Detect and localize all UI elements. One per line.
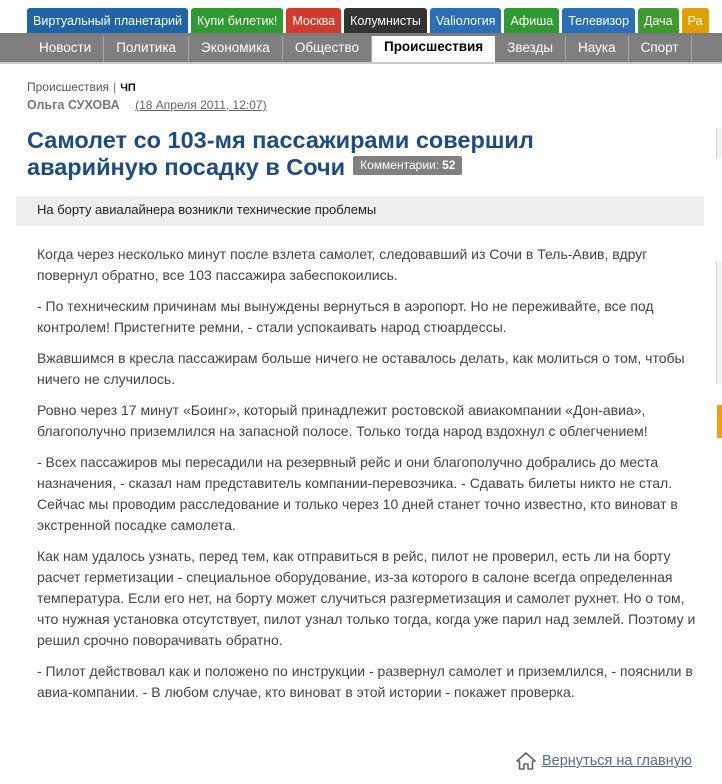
article-headline	[27, 127, 647, 181]
breadcrumb-subsection-link[interactable]: ЧП	[120, 82, 136, 94]
back-to-home-label: Вернуться на главную	[542, 753, 692, 769]
article-body	[37, 244, 697, 713]
right-widget-fragment	[716, 262, 722, 384]
main-nav-items	[27, 36, 692, 62]
top-tab[interactable]: Колумнисты	[344, 8, 427, 34]
breadcrumb-separator: |	[113, 80, 117, 94]
top-section-tabs	[0, 8, 722, 34]
back-to-home-link[interactable]	[516, 752, 692, 770]
nav-item[interactable]: Общество	[283, 36, 372, 62]
headline-text: Самолет со 103-мя пассажирами совершил аварийную посадку в Сочи	[27, 127, 534, 180]
comments-button[interactable]	[353, 156, 462, 175]
top-tab[interactable]: Valioлогия	[430, 8, 502, 34]
comments-label: Комментарии:	[360, 158, 440, 173]
article-paragraph: Как нам удалось узнать, перед тем, как отправиться в рейс, пилот не проверил, есть ли на борту расчет герметизации - специальное оборудование, из-за которого в салоне всегда определенная температура. Если его нет, на борту может случиться разгерметизация и самолет рухнет. Но о том, что нужная установка отсутствует, пилот узнал только тогда, когда уже парил над землей. Поэтому и решил срочно поворачивать обратно.	[37, 548, 696, 648]
top-tab[interactable]: Телевизор	[562, 8, 635, 34]
nav-item[interactable]: Экономика	[189, 36, 283, 62]
top-tab[interactable]: Ра	[682, 8, 709, 34]
article-paragraph: - Всех пассажиров мы пересадили на резервный рейс и они благополучно добрались до места назначения, - сказал нам представитель компании-перевозчика. - Сдавать билеты никто не стал. Сейчас мы проводим расследование и только через 10 дней станет точно известно, кто виноват в экстренной посадке самолета.	[37, 454, 678, 533]
author-name: Ольга СУХОВА	[27, 98, 120, 112]
top-tab[interactable]: Афиша	[504, 8, 559, 34]
article-paragraph: Когда через несколько минут после взлета самолет, следовавший из Сочи в Тель-Авив, вдруг повернул обратно, все 103 пассажира забеспокоились.	[37, 246, 648, 283]
top-tab[interactable]: Москва	[286, 8, 341, 34]
nav-item[interactable]: Политика	[104, 36, 189, 62]
top-tab[interactable]: Виртуальный планетарий	[27, 8, 188, 34]
article-paragraph: Вжавшимся в кресла пассажирам больше ничего не оставалось делать, как молиться о том, чтобы ничего не случилось.	[37, 350, 685, 387]
breadcrumb-section-link[interactable]: Происшествия	[27, 80, 110, 94]
nav-item[interactable]: Новости	[27, 36, 104, 62]
article-paragraph: - По техническим причинам мы вынуждены вернуться в аэропорт. Но не переживайте, все под контролем! Пристегните ремни, - стали успокаивать народ стюардессы.	[37, 298, 654, 335]
comments-count: 52	[442, 158, 456, 173]
right-orange-widget-fragment[interactable]	[717, 405, 722, 438]
breadcrumb	[27, 80, 136, 94]
top-tab[interactable]: Дача	[638, 8, 679, 34]
top-tab[interactable]: Купи билетик!	[191, 8, 283, 34]
byline	[27, 98, 267, 112]
article-lead: На борту авиалайнера возникли технические проблемы	[16, 196, 704, 226]
nav-item[interactable]: Спорт	[629, 36, 692, 62]
nav-shadow	[0, 62, 722, 64]
article-paragraph: - Пилот действовал как и положено по инструкции - развернул самолет и приземлился, - пояснили в авиа-компании. - В любом случае, кто виноват в этой истории - покажет проверка.	[37, 663, 693, 700]
article-paragraph: Ровно через 17 минут «Боинг», который принадлежит ростовской авиакомпании «Дон-авиа», благополучно приземлился на запасной полосе. Только тогда народ вздохнул с облегчением!	[37, 402, 648, 439]
main-navigation	[0, 36, 722, 62]
nav-item[interactable]: Звезды	[495, 36, 566, 62]
home-icon	[516, 752, 536, 770]
right-widget-fragment	[716, 128, 722, 158]
nav-item[interactable]: Происшествия	[372, 36, 495, 62]
publish-date: (18 Апреля 2011, 12:07)	[135, 98, 267, 112]
nav-item[interactable]: Наука	[566, 36, 629, 62]
